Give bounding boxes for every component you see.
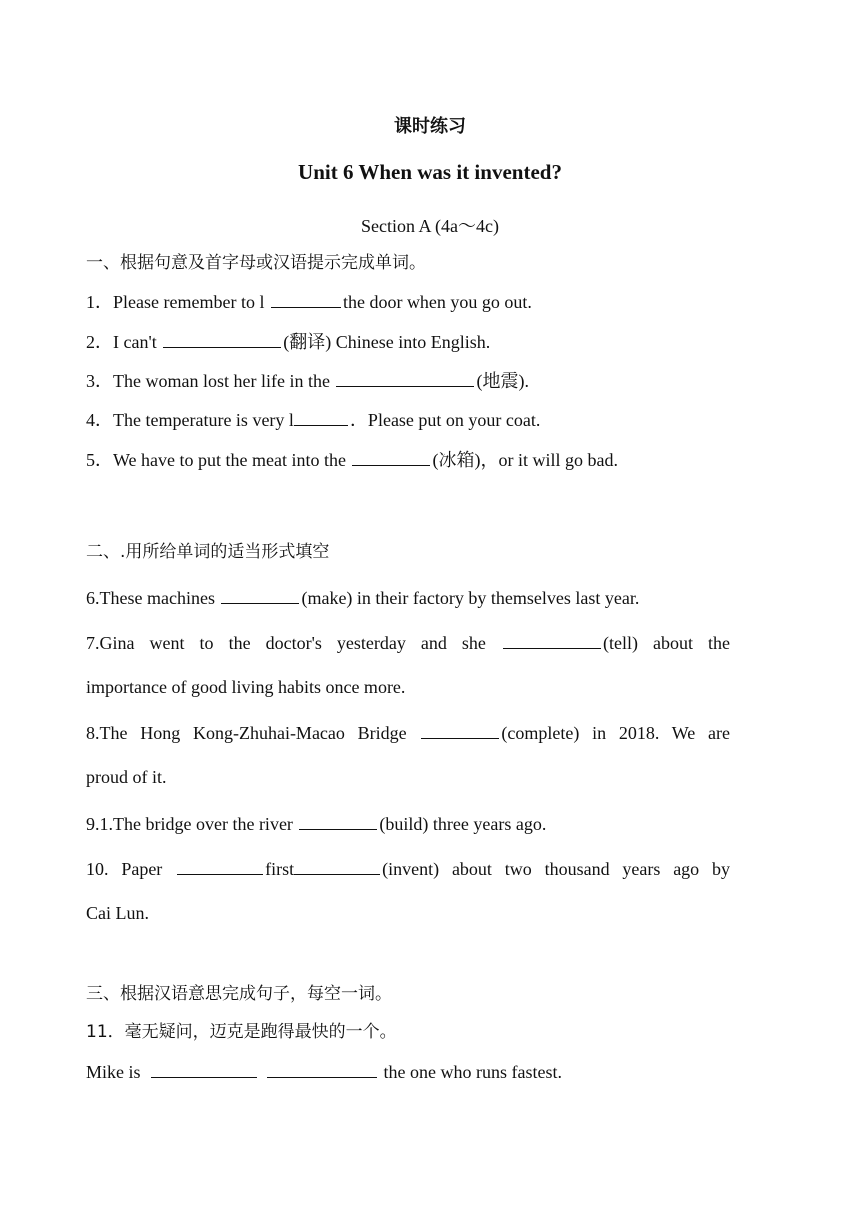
question-number: 1．	[86, 292, 113, 312]
part1-heading: 一、根据句意及首字母或汉语提示完成单词。	[86, 253, 426, 273]
question-text: first	[265, 859, 295, 879]
question-text: 7.Gina went to the doctor's yesterday and she	[86, 633, 501, 653]
answer-blank[interactable]	[271, 290, 341, 308]
question-text: 8.The Hong Kong-Zhuhai-Macao Bridge	[86, 723, 420, 743]
question-text: The woman lost her life in the	[113, 371, 335, 391]
question-text: (invent) about two thousand years ago by	[382, 859, 731, 879]
answer-blank[interactable]	[221, 586, 299, 604]
question-7-continued: importance of good living habits once more.	[86, 677, 406, 697]
answer-blank[interactable]	[267, 1060, 377, 1078]
answer-blank[interactable]	[352, 448, 430, 466]
question-number: 4．	[86, 410, 113, 430]
answer-blank[interactable]	[151, 1060, 257, 1078]
question-number: 3．	[86, 371, 113, 391]
title-chinese: 课时练习	[394, 116, 466, 137]
question-text: We have to put the meat into the	[113, 450, 351, 470]
section-subtitle: Section A (4a～4c)	[361, 216, 499, 236]
unit-title: Unit 6 When was it invented?	[298, 160, 562, 184]
question-11	[86, 1060, 562, 1083]
question-text: The temperature is very l	[113, 410, 294, 430]
question-text: Please remember to l	[113, 292, 269, 312]
question-text: (complete) in 2018. We are	[501, 723, 730, 743]
answer-blank[interactable]	[421, 721, 499, 739]
question-text: I can't	[113, 332, 162, 352]
answer-blank[interactable]	[163, 330, 281, 348]
question-8-continued: proud of it.	[86, 767, 167, 787]
question-6	[86, 586, 639, 609]
question-text: Mike is	[86, 1062, 146, 1082]
question-7	[86, 631, 730, 654]
question-text: (地震).	[476, 371, 529, 391]
answer-blank[interactable]	[336, 369, 474, 387]
part3-heading: 三、根据汉语意思完成句子，每空一词。	[86, 984, 392, 1004]
question-8	[86, 721, 730, 744]
answer-blank[interactable]	[503, 631, 601, 649]
question-text: the one who runs fastest.	[379, 1062, 562, 1082]
answer-blank[interactable]	[299, 812, 377, 830]
question-text: (make) in their factory by themselves last year.	[301, 588, 640, 608]
question-10-continued: Cai Lun.	[86, 903, 149, 923]
question-text: (翻译) Chinese into English.	[283, 332, 491, 352]
question-text: (build) three years ago.	[379, 814, 547, 834]
question-number: 2．	[86, 332, 113, 352]
answer-blank[interactable]	[177, 857, 263, 875]
question-4	[86, 408, 540, 431]
question-5	[86, 448, 618, 471]
question-11-prompt: 11．毫无疑问，迈克是跑得最快的一个。	[86, 1022, 397, 1042]
question-10	[86, 857, 730, 880]
question-3	[86, 369, 529, 392]
answer-blank[interactable]	[294, 408, 348, 426]
question-text: 6.These machines	[86, 588, 220, 608]
question-2	[86, 330, 490, 353]
question-text: the door when you go out.	[342, 292, 532, 312]
question-1	[86, 290, 532, 313]
question-text: ．Please put on your coat.	[349, 410, 541, 430]
question-text: (tell) about the	[602, 633, 731, 653]
question-text: 9.1.The bridge over the river	[86, 814, 298, 834]
part2-heading: 二、.用所给单词的适当形式填空	[86, 542, 330, 562]
question-text: 10. Paper	[86, 859, 176, 879]
answer-blank[interactable]	[294, 857, 380, 875]
question-9	[86, 812, 546, 835]
question-number: 5．	[86, 450, 113, 470]
question-text: (冰箱)，or it will go bad.	[432, 450, 618, 470]
